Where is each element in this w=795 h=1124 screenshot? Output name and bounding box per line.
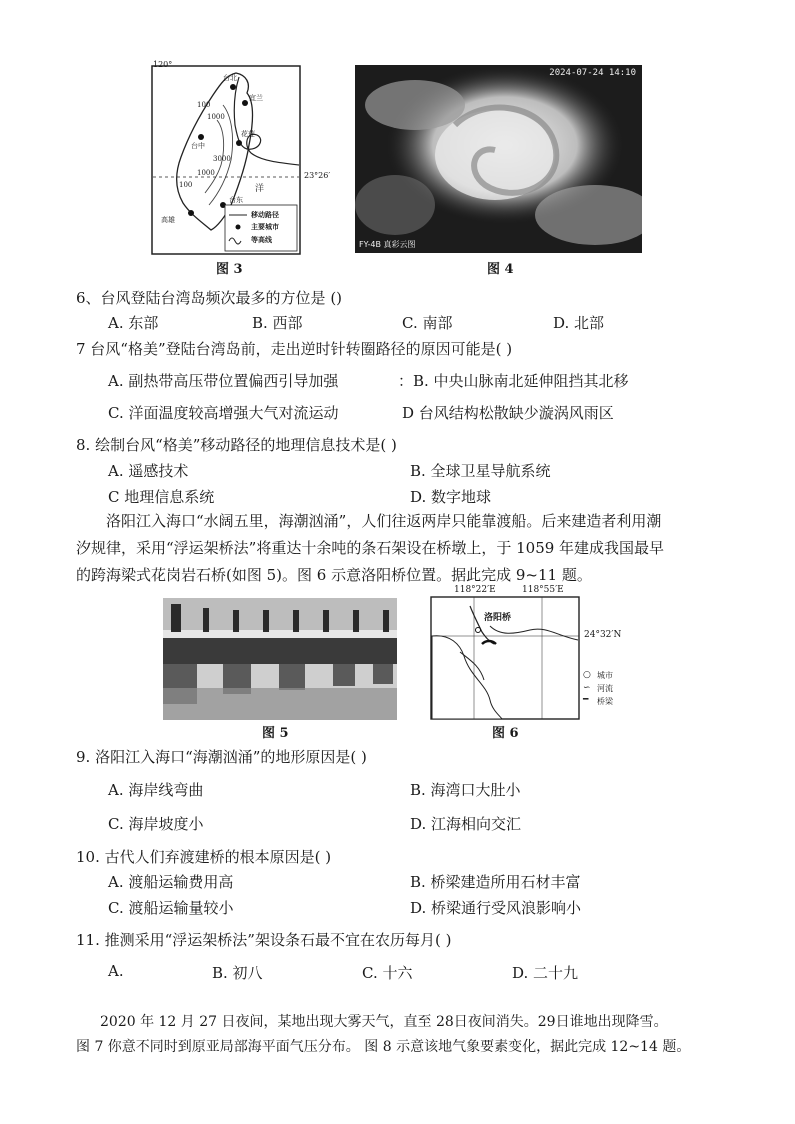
question-6-option-c[interactable]: C. 南部 <box>402 314 453 332</box>
contour-label: 1000 <box>207 113 225 121</box>
question-10-option-b[interactable]: B. 桥梁建造所用石材丰富 <box>410 873 581 891</box>
longitude-label: 118°22′E <box>454 585 496 595</box>
figure-3-caption: 图 3 <box>216 262 243 277</box>
question-7-option-b[interactable]: ：B. 中央山脉南北延伸阻挡其北移 <box>398 372 629 390</box>
passage-1-line-1: 洛阳江入海口“水阔五里，海潮汹涌”，人们往返两岸只能靠渡船。后来建造者利用潮 <box>106 512 662 530</box>
question-11-option-d[interactable]: D. 二十九 <box>512 964 579 982</box>
question-11-option-c[interactable]: C. 十六 <box>362 964 413 982</box>
figure-4-satellite-image <box>355 65 642 253</box>
legend-river-label: 河流 <box>597 684 613 693</box>
passage-1-line-2: 汐规律，采用“浮运架桥法”将重达十余吨的条石架设在桥墩上，于 1059 年建成我国最早 <box>76 539 665 557</box>
question-9-stem: 9. 洛阳江入海口“海潮汹涌”的地形原因是( ) <box>76 748 367 766</box>
question-6-stem: 6、台风登陆台湾岛频次最多的方位是 () <box>76 289 343 307</box>
image-timestamp: 2024-07-24 14:10 <box>549 68 636 78</box>
contour-label: 100 <box>179 181 193 189</box>
question-7-option-d[interactable]: D 台风结构松散缺少漩涡风雨区 <box>402 404 614 422</box>
sea-label: 洋 <box>255 184 265 194</box>
typhoon-cloud-drawing <box>355 65 642 253</box>
question-8-option-c[interactable]: C 地理信息系统 <box>108 488 215 506</box>
question-8-stem: 8. 绘制台风“格美”移动路径的地理信息技术是( ) <box>76 436 397 454</box>
legend-river-icon: ∽ <box>583 683 591 693</box>
legend-city-label: 城市 <box>597 671 613 680</box>
question-8-option-b[interactable]: B. 全球卫星导航系统 <box>410 462 551 480</box>
city-label: 台北 <box>223 74 237 82</box>
city-marker <box>230 84 236 90</box>
question-7-option-a[interactable]: A. 副热带高压带位置偏西引导加强 <box>108 372 339 390</box>
question-7-stem: 7 台风“格美”登陆台湾岛前，走出逆时针转圈路径的原因可能是( ) <box>76 340 513 358</box>
city-label: 高雄 <box>161 216 175 224</box>
city-label: 台东 <box>229 196 243 204</box>
contour-label: 1000 <box>197 169 215 177</box>
figure-3-taiwan-map <box>151 60 331 255</box>
figure-5-caption: 图 5 <box>262 726 289 741</box>
question-6-option-d[interactable]: D. 北部 <box>553 314 605 332</box>
question-9-option-a[interactable]: A. 海岸线弯曲 <box>108 781 204 799</box>
question-9-option-c[interactable]: C. 海岸坡度小 <box>108 815 204 833</box>
legend-contour: 等高线 <box>251 235 272 244</box>
question-9-option-b[interactable]: B. 海湾口大肚小 <box>410 781 521 799</box>
latitude-label: 24°32′N <box>584 630 622 640</box>
question-8-option-a[interactable]: A. 遥感技术 <box>108 462 189 480</box>
figure-6-caption: 图 6 <box>492 726 519 741</box>
question-6-option-b[interactable]: B. 西部 <box>252 314 303 332</box>
figure-5-bridge-photo <box>163 598 397 720</box>
question-10-option-d[interactable]: D. 桥梁通行受风浪影响小 <box>410 899 582 917</box>
latitude-label: 23°26′ <box>304 171 331 180</box>
question-10-option-a[interactable]: A. 渡船运输费用高 <box>108 873 234 891</box>
question-10-option-c[interactable]: C. 渡船运输量较小 <box>108 899 234 917</box>
question-6-option-a[interactable]: A. 东部 <box>108 314 159 332</box>
city-label: 台中 <box>191 142 205 150</box>
city-label: 宜兰 <box>249 94 263 102</box>
contour-label: 3000 <box>213 155 231 163</box>
city-label: 花莲 <box>241 130 255 138</box>
passage-2-line-2: 图 7 你意不同时到原亚局部海平面气压分布。 图 8 示意该地气象要素变化，据此完成 12~14 题。 <box>76 1039 691 1055</box>
question-10-stem: 10. 古代人们弃渡建桥的根本原因是( ) <box>76 848 332 866</box>
longitude-label: 120° <box>153 60 173 69</box>
question-7-option-c[interactable]: C. 洋面温度较高增强大气对流运动 <box>108 404 339 422</box>
figure-4-caption: 图 4 <box>487 262 514 277</box>
passage-2-line-1: 2020 年 12 月 27 日夜间，某地出现大雾天气，直至 28日夜间消失。29日谁地出现降雪。 <box>100 1014 668 1030</box>
stone-bridge-drawing <box>163 598 397 720</box>
figure-6-legend <box>583 668 623 716</box>
legend-city-icon: ○ <box>583 670 591 680</box>
bridge-place-label: 洛阳桥 <box>484 613 512 623</box>
legend-path: 移动路径 <box>251 210 279 219</box>
image-badge: FY-4B 真彩云图 <box>359 240 416 249</box>
question-11-option-b[interactable]: B. 初八 <box>212 964 263 982</box>
question-11-option-a[interactable]: A. <box>108 962 124 980</box>
longitude-label: 118°55′E <box>522 585 564 595</box>
contour-label: 100 <box>197 101 211 109</box>
question-9-option-d[interactable]: D. 江海相向交汇 <box>410 815 522 833</box>
question-11-stem: 11. 推测采用“浮运架桥法”架设条石最不宜在农历每月( ) <box>76 931 452 949</box>
legend-bridge-label: 桥梁 <box>597 697 613 706</box>
legend-bridge-icon: ━ <box>583 695 589 705</box>
legend-city: 主要城市 <box>251 222 279 231</box>
question-8-option-d[interactable]: D. 数字地球 <box>410 488 492 506</box>
passage-1-line-3: 的跨海梁式花岗岩石桥(如图 5)。图 6 示意洛阳桥位置。据此完成 9~11 题。 <box>76 566 592 584</box>
